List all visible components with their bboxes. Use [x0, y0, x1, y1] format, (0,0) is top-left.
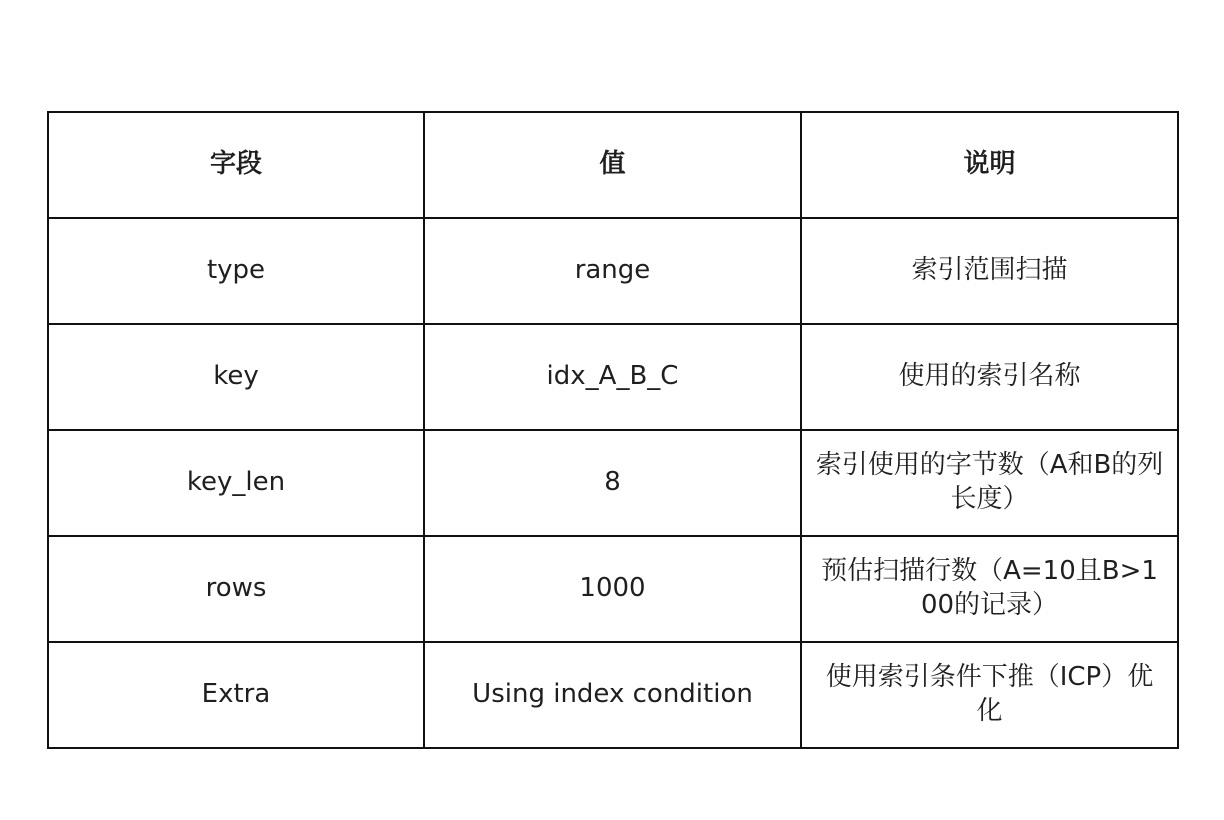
- table-row: [48, 324, 1178, 430]
- cell-description: 索引使用的字节数（A和B的列长度）: [801, 430, 1178, 536]
- header-value: 值: [424, 112, 801, 218]
- explain-table: [47, 111, 1179, 749]
- cell-field: key: [48, 324, 424, 430]
- table-row: [48, 536, 1178, 642]
- cell-value: Using index condition: [424, 642, 801, 748]
- cell-field: key_len: [48, 430, 424, 536]
- cell-description: 使用的索引名称: [801, 324, 1178, 430]
- header-field: 字段: [48, 112, 424, 218]
- cell-value: range: [424, 218, 801, 324]
- table-row: [48, 218, 1178, 324]
- cell-value: 1000: [424, 536, 801, 642]
- cell-description: 使用索引条件下推（ICP）优化: [801, 642, 1178, 748]
- table-header-row: [48, 112, 1178, 218]
- cell-field: rows: [48, 536, 424, 642]
- cell-value: idx_A_B_C: [424, 324, 801, 430]
- cell-value: 8: [424, 430, 801, 536]
- cell-field: type: [48, 218, 424, 324]
- header-description: 说明: [801, 112, 1178, 218]
- table-row: [48, 430, 1178, 536]
- cell-description: 索引范围扫描: [801, 218, 1178, 324]
- table-row: [48, 642, 1178, 748]
- cell-description: 预估扫描行数（A=10且B>100的记录）: [801, 536, 1178, 642]
- cell-field: Extra: [48, 642, 424, 748]
